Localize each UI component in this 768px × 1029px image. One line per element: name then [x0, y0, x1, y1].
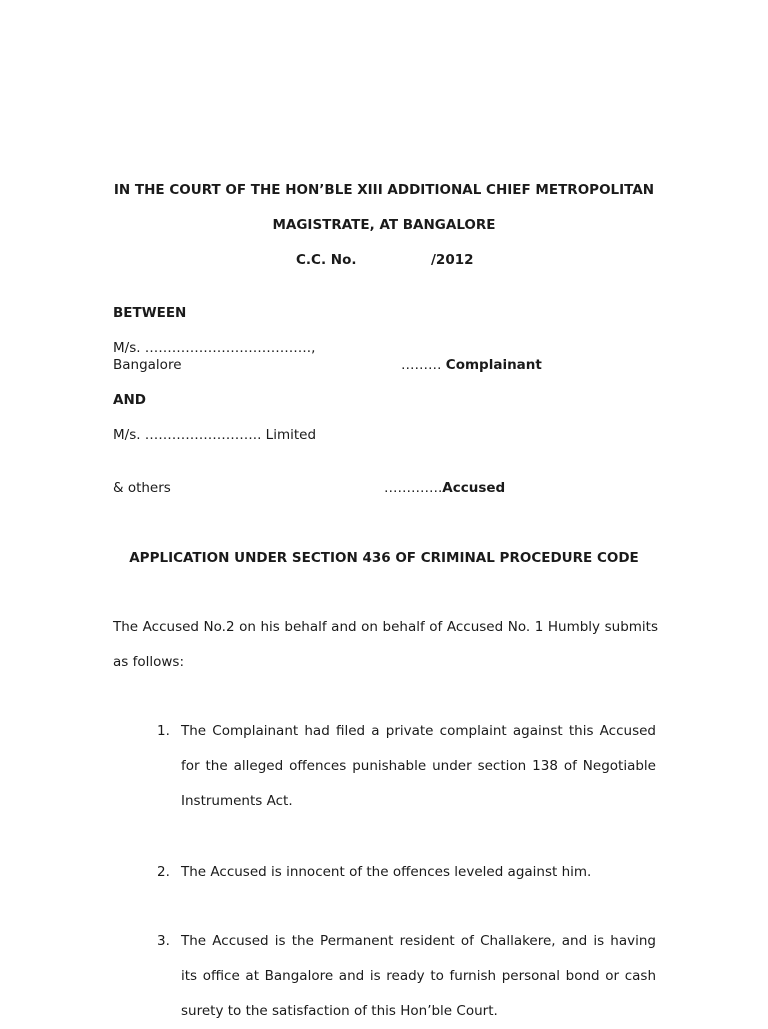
accused-dots: …………. [384, 480, 443, 496]
accused-designation [384, 479, 505, 497]
between-label: BETWEEN [113, 305, 187, 321]
case-number-year: /2012 [431, 252, 474, 268]
case-number-prefix: C.C. No. [296, 252, 357, 268]
list-item-text: The Accused is the Permanent resident of Challakere, and is having its office at Bangalore and is ready to furnish personal bond or cash surety to the satisfaction of this Hon’ble Court. [181, 933, 656, 1019]
list-item-text: The Complainant had filed a private complaint against this Accused for the alleged offences punishable under section 138 of Negotiable Instruments Act. [181, 723, 656, 809]
court-heading-line1: IN THE COURT OF THE HON’BLE XIII ADDITIONAL CHIEF METROPOLITAN [113, 182, 655, 198]
and-label: AND [113, 392, 146, 408]
list-item-number: 1. [157, 723, 170, 739]
list-item-number: 2. [157, 864, 170, 880]
court-heading-line2: MAGISTRATE, AT BANGALORE [272, 217, 496, 233]
complainant-name: M/s. ………………………………., [113, 340, 316, 356]
intro-paragraph: The Accused No.2 on his behalf and on behalf of Accused No. 1 Humbly submits as follows: [113, 619, 658, 670]
accused-others: & others [113, 480, 171, 496]
list-item-text: The Accused is innocent of the offences leveled against him. [181, 864, 592, 880]
complainant-designation [401, 356, 542, 374]
complainant-role: Complainant [445, 357, 542, 373]
accused-name: M/s. …………………….. Limited [113, 427, 317, 443]
list-item-number: 3. [157, 933, 170, 949]
complainant-city: Bangalore [113, 357, 182, 373]
application-title: APPLICATION UNDER SECTION 436 OF CRIMINAL PROCEDURE CODE [129, 550, 639, 566]
accused-role: Accused [442, 480, 506, 496]
complainant-dots: ……… [401, 357, 446, 373]
